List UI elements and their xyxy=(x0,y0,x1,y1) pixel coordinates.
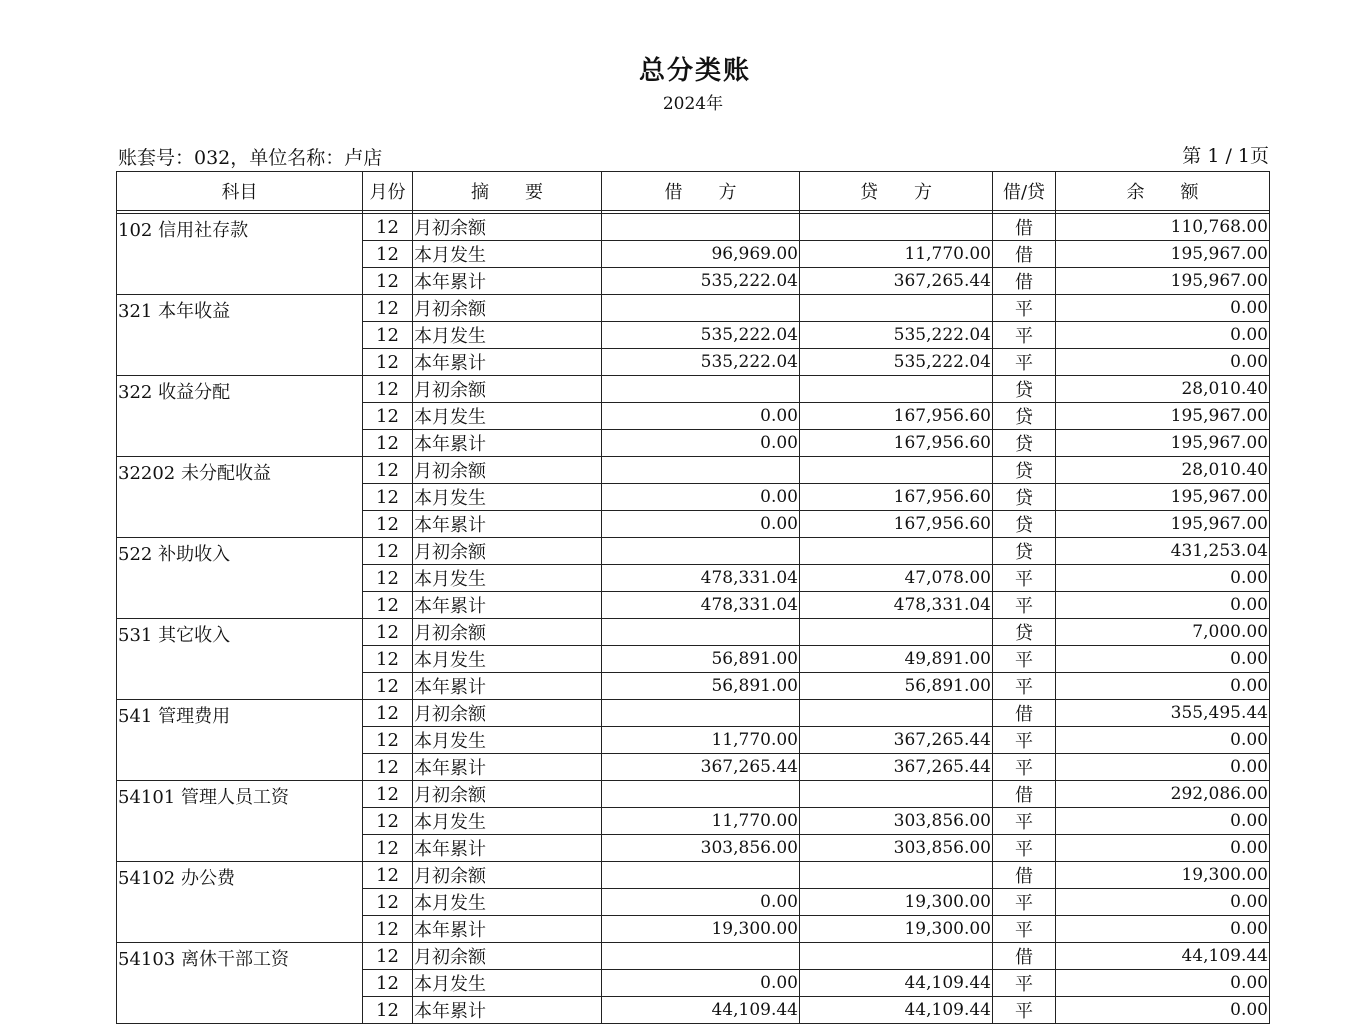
month-cell: 12 xyxy=(363,700,413,727)
direction-cell: 贷 xyxy=(993,619,1056,646)
balance-cell: 110,768.00 xyxy=(1056,214,1270,241)
report-title: 总分类账 xyxy=(638,56,751,86)
table-row xyxy=(117,376,1270,403)
direction-cell: 贷 xyxy=(993,376,1056,403)
summary-cell: 本年累计 xyxy=(413,268,602,295)
subject-cell: 522 补助收入 xyxy=(117,538,363,619)
debit-cell: 44,109.44 xyxy=(602,997,800,1024)
debit-cell: 11,770.00 xyxy=(602,808,800,835)
debit-cell xyxy=(602,295,800,322)
table-row xyxy=(117,862,1270,889)
direction-cell: 贷 xyxy=(993,538,1056,565)
credit-cell: 303,856.00 xyxy=(800,835,993,862)
month-cell: 12 xyxy=(363,781,413,808)
balance-cell: 28,010.40 xyxy=(1056,376,1270,403)
credit-cell: 167,956.60 xyxy=(800,403,993,430)
debit-cell: 0.00 xyxy=(602,430,800,457)
header-subject: 科目 xyxy=(117,172,363,211)
subject-cell: 54102 办公费 xyxy=(117,862,363,943)
credit-cell: 478,331.04 xyxy=(800,592,993,619)
month-cell: 12 xyxy=(363,538,413,565)
debit-cell xyxy=(602,943,800,970)
balance-cell: 195,967.00 xyxy=(1056,430,1270,457)
summary-cell: 月初余额 xyxy=(413,376,602,403)
balance-cell: 0.00 xyxy=(1056,592,1270,619)
summary-cell: 月初余额 xyxy=(413,700,602,727)
direction-cell: 借 xyxy=(993,214,1056,241)
debit-cell: 303,856.00 xyxy=(602,835,800,862)
debit-cell xyxy=(602,862,800,889)
credit-cell xyxy=(800,943,993,970)
direction-cell: 平 xyxy=(993,727,1056,754)
summary-cell: 月初余额 xyxy=(413,295,602,322)
direction-cell: 平 xyxy=(993,565,1056,592)
balance-cell: 355,495.44 xyxy=(1056,700,1270,727)
direction-cell: 平 xyxy=(993,646,1056,673)
direction-cell: 平 xyxy=(993,835,1056,862)
balance-cell: 0.00 xyxy=(1056,916,1270,943)
balance-cell: 7,000.00 xyxy=(1056,619,1270,646)
summary-cell: 月初余额 xyxy=(413,214,602,241)
summary-cell: 本月发生 xyxy=(413,403,602,430)
balance-cell: 0.00 xyxy=(1056,727,1270,754)
balance-cell: 0.00 xyxy=(1056,646,1270,673)
summary-cell: 本年累计 xyxy=(413,349,602,376)
month-cell: 12 xyxy=(363,619,413,646)
credit-cell: 367,265.44 xyxy=(800,727,993,754)
credit-cell: 56,891.00 xyxy=(800,673,993,700)
balance-cell: 195,967.00 xyxy=(1056,241,1270,268)
credit-cell: 47,078.00 xyxy=(800,565,993,592)
debit-cell xyxy=(602,214,800,241)
company-info: 账套号：032，单位名称：卢店 xyxy=(118,147,383,169)
month-cell: 12 xyxy=(363,835,413,862)
balance-cell: 0.00 xyxy=(1056,349,1270,376)
table-row xyxy=(117,295,1270,322)
summary-cell: 本月发生 xyxy=(413,889,602,916)
table-row xyxy=(117,457,1270,484)
summary-cell: 本月发生 xyxy=(413,970,602,997)
month-cell: 12 xyxy=(363,754,413,781)
balance-cell: 195,967.00 xyxy=(1056,268,1270,295)
direction-cell: 平 xyxy=(993,754,1056,781)
summary-cell: 本年累计 xyxy=(413,592,602,619)
balance-cell: 19,300.00 xyxy=(1056,862,1270,889)
direction-cell: 平 xyxy=(993,889,1056,916)
debit-cell: 535,222.04 xyxy=(602,322,800,349)
summary-cell: 月初余额 xyxy=(413,538,602,565)
subject-cell: 54101 管理人员工资 xyxy=(117,781,363,862)
month-cell: 12 xyxy=(363,997,413,1024)
credit-cell: 167,956.60 xyxy=(800,484,993,511)
summary-cell: 月初余额 xyxy=(413,781,602,808)
direction-cell: 借 xyxy=(993,700,1056,727)
balance-cell: 0.00 xyxy=(1056,673,1270,700)
balance-cell: 44,109.44 xyxy=(1056,943,1270,970)
table-header-row xyxy=(117,172,1270,211)
debit-cell: 56,891.00 xyxy=(602,673,800,700)
credit-cell xyxy=(800,700,993,727)
credit-cell xyxy=(800,295,993,322)
direction-cell: 贷 xyxy=(993,511,1056,538)
month-cell: 12 xyxy=(363,322,413,349)
report-year: 2024年 xyxy=(662,94,724,114)
month-cell: 12 xyxy=(363,889,413,916)
balance-cell: 0.00 xyxy=(1056,835,1270,862)
balance-cell: 0.00 xyxy=(1056,322,1270,349)
balance-cell: 0.00 xyxy=(1056,754,1270,781)
subject-cell: 321 本年收益 xyxy=(117,295,363,376)
month-cell: 12 xyxy=(363,268,413,295)
debit-cell xyxy=(602,457,800,484)
summary-cell: 本年累计 xyxy=(413,754,602,781)
credit-cell xyxy=(800,538,993,565)
credit-cell xyxy=(800,457,993,484)
header-debit: 借 方 xyxy=(602,172,800,211)
subject-cell: 541 管理费用 xyxy=(117,700,363,781)
direction-cell: 平 xyxy=(993,997,1056,1024)
subject-cell: 32202 未分配收益 xyxy=(117,457,363,538)
credit-cell: 11,770.00 xyxy=(800,241,993,268)
balance-cell: 195,967.00 xyxy=(1056,403,1270,430)
month-cell: 12 xyxy=(363,403,413,430)
credit-cell: 19,300.00 xyxy=(800,889,993,916)
month-cell: 12 xyxy=(363,862,413,889)
direction-cell: 平 xyxy=(993,916,1056,943)
balance-cell: 0.00 xyxy=(1056,565,1270,592)
month-cell: 12 xyxy=(363,295,413,322)
header-credit: 贷 方 xyxy=(800,172,993,211)
summary-cell: 月初余额 xyxy=(413,457,602,484)
month-cell: 12 xyxy=(363,484,413,511)
credit-cell: 49,891.00 xyxy=(800,646,993,673)
debit-cell: 0.00 xyxy=(602,970,800,997)
summary-cell: 本年累计 xyxy=(413,430,602,457)
direction-cell: 借 xyxy=(993,862,1056,889)
credit-cell xyxy=(800,862,993,889)
debit-cell: 0.00 xyxy=(602,403,800,430)
table-row xyxy=(117,538,1270,565)
debit-cell xyxy=(602,538,800,565)
direction-cell: 平 xyxy=(993,808,1056,835)
subject-cell: 102 信用社存款 xyxy=(117,214,363,295)
summary-cell: 本月发生 xyxy=(413,565,602,592)
credit-cell: 535,222.04 xyxy=(800,349,993,376)
debit-cell: 0.00 xyxy=(602,484,800,511)
summary-cell: 本月发生 xyxy=(413,484,602,511)
header-direction: 借/贷 xyxy=(993,172,1056,211)
month-cell: 12 xyxy=(363,241,413,268)
debit-cell xyxy=(602,781,800,808)
month-cell: 12 xyxy=(363,565,413,592)
summary-cell: 本月发生 xyxy=(413,241,602,268)
table-row xyxy=(117,700,1270,727)
debit-cell xyxy=(602,619,800,646)
summary-cell: 月初余额 xyxy=(413,943,602,970)
month-cell: 12 xyxy=(363,457,413,484)
month-cell: 12 xyxy=(363,592,413,619)
credit-cell xyxy=(800,619,993,646)
debit-cell: 0.00 xyxy=(602,889,800,916)
debit-cell xyxy=(602,700,800,727)
direction-cell: 借 xyxy=(993,241,1056,268)
credit-cell: 303,856.00 xyxy=(800,808,993,835)
month-cell: 12 xyxy=(363,808,413,835)
debit-cell: 367,265.44 xyxy=(602,754,800,781)
credit-cell: 44,109.44 xyxy=(800,970,993,997)
debit-cell xyxy=(602,376,800,403)
direction-cell: 平 xyxy=(993,673,1056,700)
balance-cell: 0.00 xyxy=(1056,970,1270,997)
credit-cell: 367,265.44 xyxy=(800,754,993,781)
debit-cell: 478,331.04 xyxy=(602,592,800,619)
balance-cell: 0.00 xyxy=(1056,295,1270,322)
month-cell: 12 xyxy=(363,430,413,457)
subject-cell: 322 收益分配 xyxy=(117,376,363,457)
summary-cell: 本年累计 xyxy=(413,916,602,943)
direction-cell: 平 xyxy=(993,322,1056,349)
debit-cell: 0.00 xyxy=(602,511,800,538)
credit-cell xyxy=(800,376,993,403)
summary-cell: 本年累计 xyxy=(413,511,602,538)
month-cell: 12 xyxy=(363,511,413,538)
header-month: 月份 xyxy=(363,172,413,211)
table-row xyxy=(117,214,1270,241)
direction-cell: 平 xyxy=(993,592,1056,619)
direction-cell: 借 xyxy=(993,268,1056,295)
direction-cell: 贷 xyxy=(993,457,1056,484)
balance-cell: 195,967.00 xyxy=(1056,511,1270,538)
summary-cell: 本年累计 xyxy=(413,997,602,1024)
direction-cell: 借 xyxy=(993,781,1056,808)
header-balance: 余 额 xyxy=(1056,172,1270,211)
table-row xyxy=(117,943,1270,970)
debit-cell: 478,331.04 xyxy=(602,565,800,592)
subject-cell: 531 其它收入 xyxy=(117,619,363,700)
balance-cell: 0.00 xyxy=(1056,889,1270,916)
direction-cell: 平 xyxy=(993,295,1056,322)
balance-cell: 431,253.04 xyxy=(1056,538,1270,565)
summary-cell: 本月发生 xyxy=(413,322,602,349)
balance-cell: 0.00 xyxy=(1056,808,1270,835)
header-summary: 摘 要 xyxy=(413,172,602,211)
direction-cell: 平 xyxy=(993,970,1056,997)
table-row xyxy=(117,619,1270,646)
summary-cell: 月初余额 xyxy=(413,862,602,889)
debit-cell: 11,770.00 xyxy=(602,727,800,754)
credit-cell xyxy=(800,781,993,808)
summary-cell: 本月发生 xyxy=(413,646,602,673)
summary-cell: 本年累计 xyxy=(413,673,602,700)
debit-cell: 535,222.04 xyxy=(602,268,800,295)
direction-cell: 贷 xyxy=(993,403,1056,430)
credit-cell xyxy=(800,214,993,241)
direction-cell: 借 xyxy=(993,943,1056,970)
credit-cell: 367,265.44 xyxy=(800,268,993,295)
direction-cell: 平 xyxy=(993,349,1056,376)
month-cell: 12 xyxy=(363,727,413,754)
month-cell: 12 xyxy=(363,214,413,241)
direction-cell: 贷 xyxy=(993,430,1056,457)
credit-cell: 167,956.60 xyxy=(800,430,993,457)
credit-cell: 167,956.60 xyxy=(800,511,993,538)
month-cell: 12 xyxy=(363,970,413,997)
ledger-body xyxy=(117,211,1270,1024)
summary-cell: 月初余额 xyxy=(413,619,602,646)
summary-cell: 本年累计 xyxy=(413,835,602,862)
subject-cell: 54103 离休干部工资 xyxy=(117,943,363,1024)
credit-cell: 19,300.00 xyxy=(800,916,993,943)
summary-cell: 本月发生 xyxy=(413,808,602,835)
summary-cell: 本月发生 xyxy=(413,727,602,754)
balance-cell: 195,967.00 xyxy=(1056,484,1270,511)
balance-cell: 292,086.00 xyxy=(1056,781,1270,808)
page-indicator: 第 1 / 1页 xyxy=(1182,145,1269,167)
debit-cell: 19,300.00 xyxy=(602,916,800,943)
credit-cell: 44,109.44 xyxy=(800,997,993,1024)
month-cell: 12 xyxy=(363,646,413,673)
balance-cell: 28,010.40 xyxy=(1056,457,1270,484)
debit-cell: 96,969.00 xyxy=(602,241,800,268)
balance-cell: 0.00 xyxy=(1056,997,1270,1024)
month-cell: 12 xyxy=(363,916,413,943)
month-cell: 12 xyxy=(363,943,413,970)
credit-cell: 535,222.04 xyxy=(800,322,993,349)
direction-cell: 贷 xyxy=(993,484,1056,511)
month-cell: 12 xyxy=(363,376,413,403)
debit-cell: 56,891.00 xyxy=(602,646,800,673)
ledger-table xyxy=(116,171,1270,1024)
month-cell: 12 xyxy=(363,673,413,700)
table-row xyxy=(117,781,1270,808)
month-cell: 12 xyxy=(363,349,413,376)
debit-cell: 535,222.04 xyxy=(602,349,800,376)
